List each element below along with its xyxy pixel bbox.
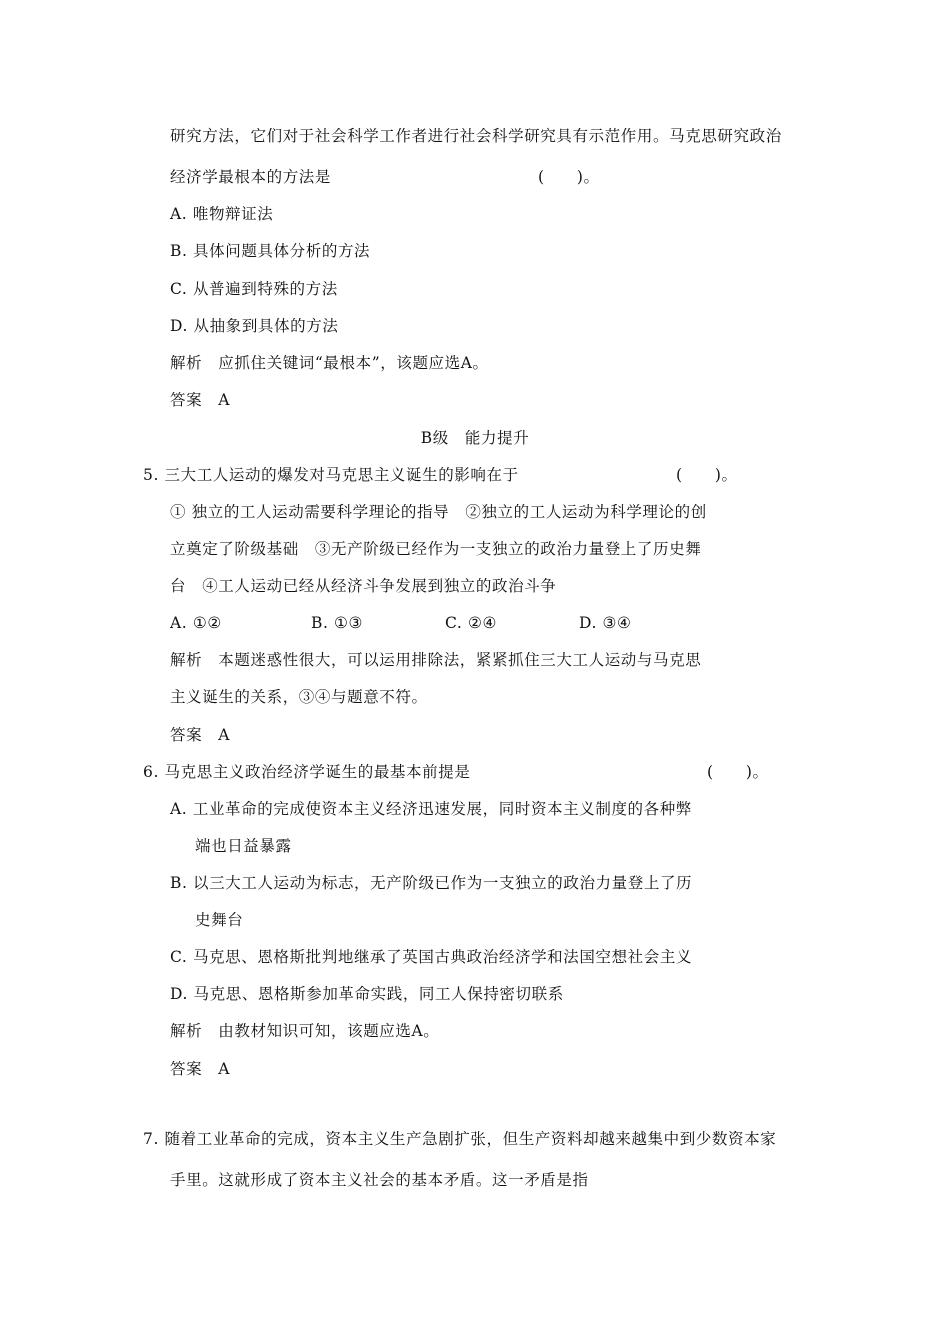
q5-option-d: D. ③④ — [579, 614, 632, 632]
q4-answer: 答案 A — [170, 391, 231, 409]
q5-analysis-line1: 解析 本题迷惑性很大，可以运用排除法，紧紧抓住三大工人运动与马克思 — [170, 651, 702, 669]
q6-option-b-line1: B. 以三大工人运动为标志，无产阶级已作为一支独立的政治力量登上了历 — [170, 874, 693, 892]
q5-answer: 答案 A — [170, 726, 231, 744]
q4-answer-blank: ( )。 — [538, 168, 600, 186]
q7-stem-line1: 7. 随着工业革命的完成，资本主义生产急剧扩张，但生产资料却越来越集中到少数资本家 — [143, 1130, 777, 1148]
q6-analysis: 解析 由教材知识可知，该题应选A。 — [170, 1022, 440, 1040]
q6-option-c: C. 马克思、恩格斯批判地继承了英国古典政治经济学和法国空想社会主义 — [170, 948, 693, 966]
q6-answer-blank: ( )。 — [707, 763, 769, 781]
q5-analysis-line2: 主义诞生的关系，③④与题意不符。 — [170, 688, 428, 706]
q4-stem-line2: 经济学最根本的方法是 — [170, 168, 332, 186]
q5-statement-line2: 立奠定了阶级基础 ③无产阶级已经作为一支独立的政治力量登上了历史舞 — [170, 540, 702, 558]
q5-option-c: C. ②④ — [445, 614, 497, 632]
q6-stem: 6. 马克思主义政治经济学诞生的最基本前提是 — [143, 763, 471, 781]
section-heading: B级 能力提升 — [420, 429, 530, 447]
q7-stem-line2: 手里。这就形成了资本主义社会的基本矛盾。这一矛盾是指 — [170, 1171, 589, 1189]
q5-option-a: A. ①② — [170, 614, 222, 632]
q6-answer: 答案 A — [170, 1060, 231, 1078]
q6-option-a-line1: A. 工业革命的完成使资本主义经济迅速发展，同时资本主义制度的各种弊 — [170, 800, 692, 818]
q5-answer-blank: ( )。 — [676, 466, 738, 484]
q4-option-c: C. 从普遍到特殊的方法 — [170, 280, 338, 298]
q4-option-b: B. 具体问题具体分析的方法 — [170, 242, 371, 260]
q6-option-b-line2: 史舞台 — [195, 911, 244, 929]
q5-stem: 5. 三大工人运动的爆发对马克思主义诞生的影响在于 — [143, 466, 519, 484]
q5-statement-line3: 台 ④工人运动已经从经济斗争发展到独立的政治斗争 — [170, 577, 557, 595]
q5-option-b: B. ①③ — [311, 614, 364, 632]
q6-option-a-line2: 端也日益暴露 — [195, 837, 292, 855]
q6-option-d: D. 马克思、恩格斯参加革命实践，同工人保持密切联系 — [170, 985, 564, 1003]
q4-analysis: 解析 应抓住关键词“最根本”，该题应选A。 — [170, 354, 489, 372]
q4-option-a: A. 唯物辩证法 — [170, 205, 274, 223]
q4-stem-line1: 研究方法，它们对于社会科学工作者进行社会科学研究具有示范作用。马克思研究政治 — [170, 127, 782, 145]
q4-option-d: D. 从抽象到具体的方法 — [170, 317, 339, 335]
q5-statement-line1: ① 独立的工人运动需要科学理论的指导 ②独立的工人运动为科学理论的创 — [170, 503, 707, 521]
